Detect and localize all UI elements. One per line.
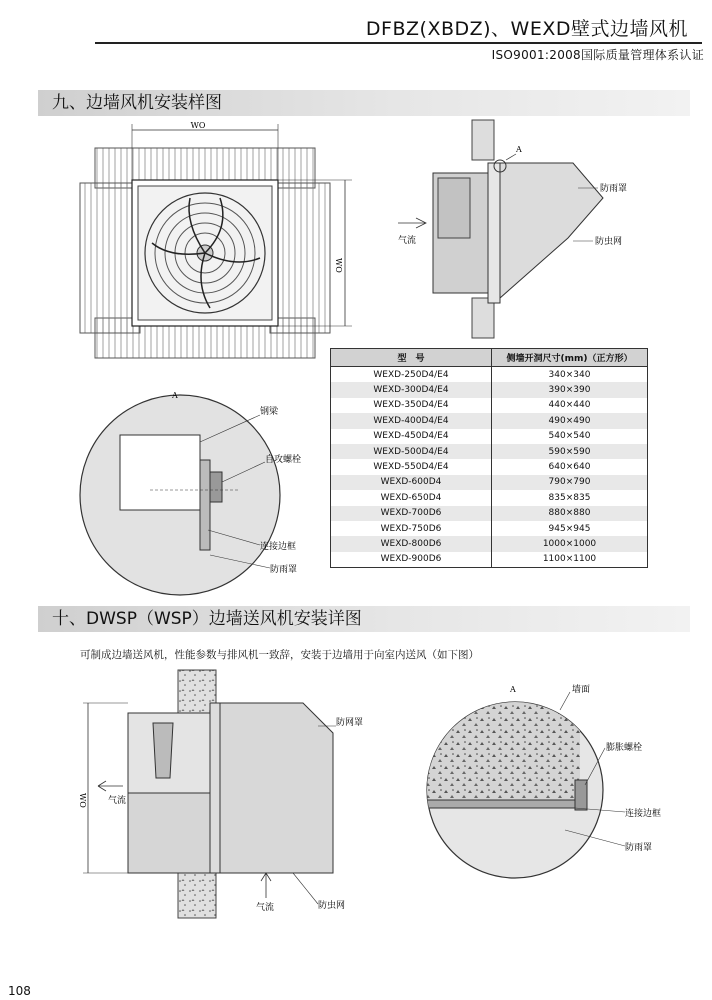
net-cover-label: 防网罩 — [336, 718, 364, 728]
detail-a-marker-2: A — [510, 685, 516, 694]
wo-top-label: WO — [190, 121, 206, 130]
wall-label: 墙面 — [572, 685, 591, 695]
insect-net-label-2: 防虫网 — [318, 901, 346, 911]
section-9-title: 九、边墙风机安装样图 — [52, 93, 222, 113]
page-number: 108 — [8, 984, 31, 998]
detail-marker-a: A — [516, 145, 522, 154]
section-10-intro: 可制成边墙送风机，性能参数与排风机一致辞，安装于边墙用于向室内送风（如下图） — [80, 649, 479, 661]
table-row — [331, 429, 648, 444]
table-row — [331, 506, 648, 521]
rain-cover-label-detail: 防雨罩 — [270, 565, 298, 575]
header-subtitle: ISO9001:2008国际质量管理体系认证 — [491, 48, 704, 62]
size-cell: 835×835 — [492, 490, 648, 505]
model-cell: WEXD-600D4 — [331, 475, 492, 490]
table-row — [331, 459, 648, 474]
section-9-bar — [38, 90, 690, 116]
model-cell: WEXD-550D4/E4 — [331, 459, 492, 474]
section-10-bar — [38, 606, 690, 632]
size-header: 侧墙开洞尺寸(mm)（正方形） — [492, 349, 648, 367]
model-cell: WEXD-700D6 — [331, 506, 492, 521]
detail-a-upper — [50, 390, 330, 605]
model-cell: WEXD-750D6 — [331, 521, 492, 536]
frame-label: 连接边框 — [260, 542, 297, 552]
model-cell: WEXD-500D4/E4 — [331, 444, 492, 459]
model-cell: WEXD-800D6 — [331, 536, 492, 551]
wo-label-2: WO — [78, 793, 87, 808]
model-cell: WEXD-350D4/E4 — [331, 398, 492, 413]
size-cell: 490×490 — [492, 413, 648, 428]
wo-side-label: WO — [334, 258, 343, 273]
table-row — [331, 444, 648, 459]
table-row — [331, 413, 648, 428]
airflow-label: 气流 — [398, 236, 417, 246]
screw-label: 自攻螺栓 — [265, 455, 302, 465]
size-cell: 790×790 — [492, 475, 648, 490]
table-row — [331, 490, 648, 505]
table-row — [331, 475, 648, 490]
size-cell: 440×440 — [492, 398, 648, 413]
detail-a-marker: A — [172, 391, 178, 400]
size-cell: 640×640 — [492, 459, 648, 474]
table-row — [331, 367, 648, 383]
opening-size-table — [330, 348, 648, 568]
table-row — [331, 382, 648, 397]
airflow-bottom-label: 气流 — [256, 903, 275, 913]
fan-side-view — [388, 118, 688, 348]
size-cell: 540×540 — [492, 429, 648, 444]
header-rule — [95, 42, 702, 44]
size-cell: 590×590 — [492, 444, 648, 459]
detail-a-lower — [420, 680, 690, 905]
steel-beam-label: 钢梁 — [260, 407, 279, 417]
size-cell: 340×340 — [492, 367, 648, 383]
size-cell: 1000×1000 — [492, 536, 648, 551]
table-row — [331, 398, 648, 413]
model-cell: WEXD-900D6 — [331, 552, 492, 568]
rain-cover-label-2: 防雨罩 — [625, 843, 653, 853]
table-row — [331, 521, 648, 536]
insect-net-label: 防虫网 — [595, 237, 623, 247]
bolt-label: 膨胀螺栓 — [606, 743, 643, 753]
model-cell: WEXD-400D4/E4 — [331, 413, 492, 428]
model-cell: WEXD-250D4/E4 — [331, 367, 492, 383]
table-header-row — [331, 349, 648, 367]
size-cell: 945×945 — [492, 521, 648, 536]
rain-cover-label: 防雨罩 — [600, 184, 628, 194]
model-header: 型 号 — [331, 349, 492, 367]
size-cell: 1100×1100 — [492, 552, 648, 568]
header-title: DFBZ(XBDZ)、WEXD壁式边墙风机 — [365, 18, 688, 40]
supply-fan-side-view — [78, 668, 378, 923]
airflow-left-label: 气流 — [108, 796, 127, 806]
model-cell: WEXD-450D4/E4 — [331, 429, 492, 444]
frame-label-2: 连接边框 — [625, 809, 662, 819]
size-cell: 390×390 — [492, 382, 648, 397]
fan-front-view — [70, 118, 360, 368]
model-cell: WEXD-650D4 — [331, 490, 492, 505]
table-row — [331, 552, 648, 568]
model-cell: WEXD-300D4/E4 — [331, 382, 492, 397]
table-row — [331, 536, 648, 551]
size-cell: 880×880 — [492, 506, 648, 521]
section-10-title: 十、DWSP（WSP）边墙送风机安装详图 — [52, 609, 362, 629]
